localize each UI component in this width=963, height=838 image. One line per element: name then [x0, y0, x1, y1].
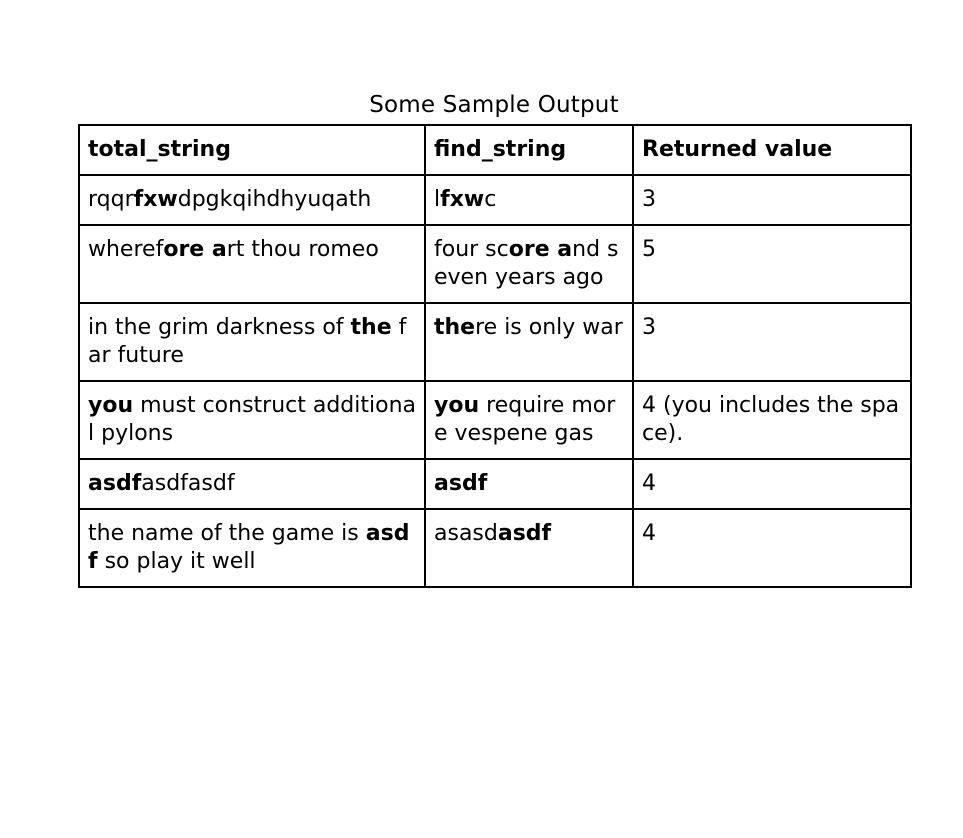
- returned-value-cell: 4: [633, 509, 911, 587]
- match-highlight: you: [434, 393, 480, 418]
- text-segment: asdfasdf: [141, 471, 235, 496]
- text-segment: far future: [88, 315, 407, 368]
- table-row: [79, 225, 911, 303]
- text-segment: wheref: [88, 237, 164, 262]
- total-string-cell: [79, 381, 425, 459]
- text-segment: four sc: [434, 237, 509, 262]
- returned-value-cell: 3: [633, 175, 911, 225]
- returned-value-cell: 3: [633, 303, 911, 381]
- table-row: [79, 381, 911, 459]
- text-segment: require more vespene gas: [434, 393, 616, 446]
- find-string-cell: [425, 225, 633, 303]
- match-highlight: fxw: [133, 187, 178, 212]
- header-total-string: total_string: [79, 125, 425, 175]
- match-highlight: asdf: [434, 471, 488, 496]
- text-segment: re is only war: [475, 315, 623, 340]
- find-string-cell: [425, 459, 633, 509]
- find-string-cell: [425, 509, 633, 587]
- sample-output-table: [78, 124, 912, 588]
- find-string-cell: [425, 303, 633, 381]
- match-highlight: ore a: [508, 237, 573, 262]
- table-body: [79, 175, 911, 587]
- total-string-cell: [79, 225, 425, 303]
- match-highlight: asdf: [497, 521, 552, 546]
- find-string-cell: [425, 381, 633, 459]
- header-row: [79, 125, 911, 175]
- match-highlight: fxw: [440, 187, 485, 212]
- text-segment: asasd: [434, 521, 498, 546]
- header-returned-value: Returned value: [633, 125, 911, 175]
- match-highlight: asdf: [88, 521, 410, 574]
- text-segment: rt thou romeo: [226, 237, 379, 262]
- find-string-cell: [425, 175, 633, 225]
- text-segment: the name of the game is: [88, 521, 366, 546]
- table-caption: Some Sample Output: [369, 92, 619, 118]
- total-string-cell: [79, 175, 425, 225]
- text-segment: dpgkqihdhyuqath: [177, 187, 372, 212]
- table-row: [79, 303, 911, 381]
- returned-value-cell: 5: [633, 225, 911, 303]
- text-segment: c: [484, 187, 497, 212]
- text-segment: in the grim darkness of: [88, 315, 351, 340]
- text-segment: nd seven years ago: [434, 237, 619, 290]
- text-segment: rqqr: [88, 187, 134, 212]
- table-row: [79, 175, 911, 225]
- header-find-string: find_string: [425, 125, 633, 175]
- match-highlight: ore a: [163, 237, 227, 262]
- total-string-cell: [79, 303, 425, 381]
- match-highlight: you: [88, 393, 134, 418]
- match-highlight: the: [434, 315, 476, 340]
- match-highlight: asdf: [88, 471, 142, 496]
- total-string-cell: [79, 459, 425, 509]
- match-highlight: the: [350, 315, 392, 340]
- table-row: [79, 509, 911, 587]
- total-string-cell: [79, 509, 425, 587]
- returned-value-cell: 4: [633, 459, 911, 509]
- text-segment: l: [434, 187, 441, 212]
- text-segment: must construct additional pylons: [88, 393, 417, 446]
- text-segment: so play it well: [97, 549, 256, 574]
- returned-value-cell: 4 (you includes the space).: [633, 381, 911, 459]
- table-row: [79, 459, 911, 509]
